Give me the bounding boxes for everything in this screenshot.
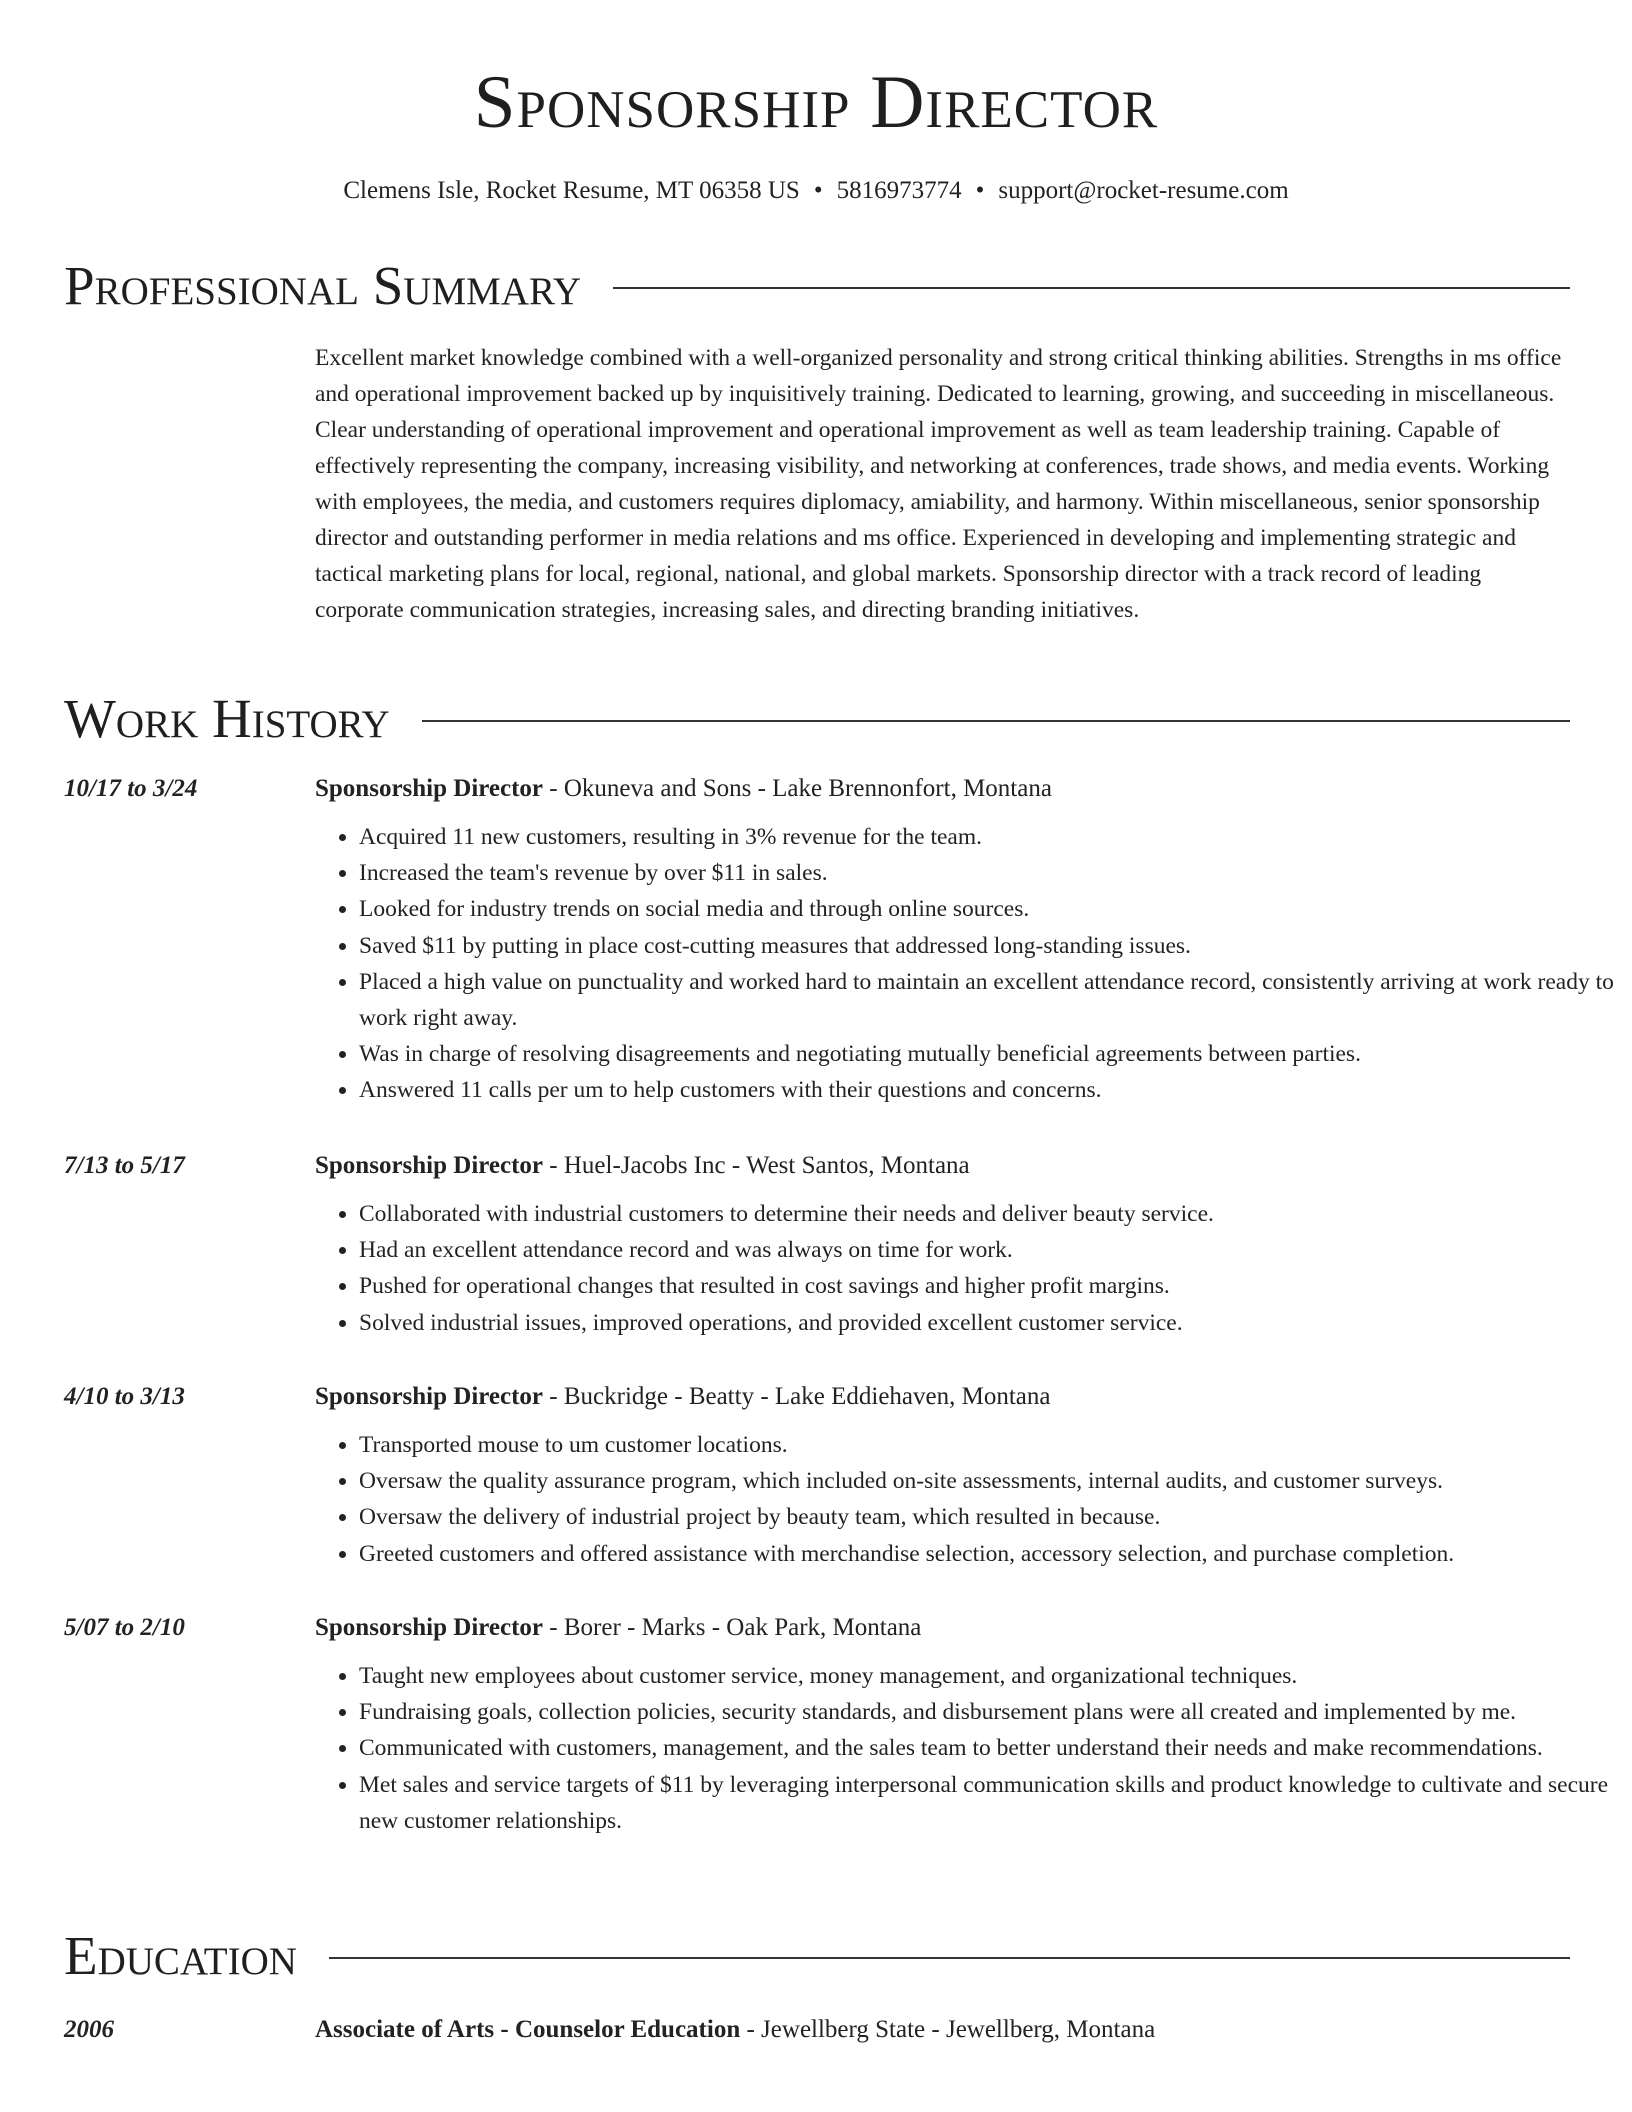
education-year: 2006 [64,2016,114,2043]
job-bullet-list [315,1427,1614,1572]
job-dates: 10/17 to 3/24 [64,775,198,802]
job-bullet: • Saved $11 by putting in place cost-cutting measures that addressed long-standing issues. [359,928,1614,964]
job-role: Sponsorship Director [315,775,544,802]
contact-separator: • [975,177,985,204]
job-bullet: • Was in charge of resolving disagreements and negotiating mutually beneficial agreements between parties. [359,1036,1614,1072]
job-bullet: • Fundraising goals, collection policies, security standards, and disbursement plans were all created and implemented by me. [359,1694,1614,1730]
contact-address: Clemens Isle, Rocket Resume, MT 06358 US [343,177,800,204]
job-role: Sponsorship Director [315,1152,544,1179]
job-dates: 5/07 to 2/10 [64,1614,185,1641]
job-bullet: • Oversaw the delivery of industrial project by beauty team, which resulted in because. [359,1499,1614,1535]
section-divider [613,287,1570,289]
job-bullet-list [315,1196,1614,1341]
job-header [315,1148,970,1184]
resume-name-title: Sponsorship Director [473,61,1159,144]
job-bullet-list [315,819,1614,1109]
job-bullet-list [315,1658,1614,1839]
education-header [315,2012,1155,2048]
job-role: Sponsorship Director [315,1383,544,1410]
job-header [315,1610,921,1646]
job-bullet: • Oversaw the quality assurance program, which included on-site assessments, internal audits, and customer surveys. [359,1463,1614,1499]
contact-email: support@rocket-resume.com [998,177,1289,204]
job-bullet: • Transported mouse to um customer locations. [359,1427,1614,1463]
job-bullet: • Taught new employees about customer service, money management, and organizational techniques. [359,1658,1614,1694]
job-bullet: • Pushed for operational changes that resulted in cost savings and higher profit margins. [359,1268,1614,1304]
job-dates: 7/13 to 5/17 [64,1152,185,1179]
job-bullet: • Met sales and service targets of $11 by leveraging interpersonal communication skills and product knowledge to cultivate and secure new customer relationships. [359,1767,1614,1839]
job-details: - Borer - Marks - Oak Park, Montana [543,1614,922,1641]
job-bullet: • Answered 11 calls per um to help customers with their questions and concerns. [359,1072,1614,1108]
job-header [315,771,1052,807]
job-role: Sponsorship Director [315,1614,544,1641]
contact-phone: 5816973774 [836,177,962,204]
job-header [315,1379,1051,1415]
job-dates: 4/10 to 3/13 [64,1383,185,1410]
job-bullet: • Solved industrial issues, improved operations, and provided excellent customer service. [359,1305,1614,1341]
job-details: - Buckridge - Beatty - Lake Eddiehaven, Montana [543,1383,1051,1410]
contact-separator: • [813,177,823,204]
job-bullet: • Had an excellent attendance record and was always on time for work. [359,1232,1614,1268]
job-bullet: • Placed a high value on punctuality and worked hard to maintain an excellent attendance record, consistently arriving at work ready to work right away. [359,964,1614,1036]
work-section-header [64,686,1570,752]
education-details: - Jewellberg State - Jewellberg, Montana [740,2016,1156,2043]
summary-section-header [64,253,1570,319]
section-divider [422,720,1570,722]
section-divider [329,1957,1570,1959]
summary-section-title: Professional Summary [64,255,582,316]
job-bullet: • Greeted customers and offered assistance with merchandise selection, accessory selection, and purchase completion. [359,1536,1614,1572]
work-section-title: Work History [64,688,390,749]
summary-text: Excellent market knowledge combined with a well-organized personality and strong critical thinking abilities. Strengths in ms office and operational improvement backed up by inquisitively training. Dedicated to learning, growing, and succeeding in miscellaneous. Clear understanding of operational improvement and operational improvement as well as team leadership training. Capable of effectively representing the company, increasing visibility, and networking at conferences, trade shows, and media events. Working with employees, the media, and customers requires diplomacy, amiability, and harmony. Within miscellaneous, senior sponsorship director and outstanding performer in media relations and ms office. Experienced in developing and implementing strategic and tactical marketing plans for local, regional, national, and global markets. Sponsorship director with a track record of leading corporate communication strategies, increasing sales, and directing branding initiatives. [315,345,1562,623]
contact-line [0,174,1632,208]
education-section-title: Education [64,1925,297,1986]
job-bullet: • Collaborated with industrial customers to determine their needs and deliver beauty service. [359,1196,1614,1232]
education-degree: Associate of Arts - Counselor Education [315,2016,741,2043]
job-bullet: • Looked for industry trends on social media and through online sources. [359,891,1614,927]
education-section-header [64,1923,1570,1989]
job-details: - Huel-Jacobs Inc - West Santos, Montana [543,1152,970,1179]
job-bullet: • Increased the team's revenue by over $11 in sales. [359,855,1614,891]
job-details: - Okuneva and Sons - Lake Brennonfort, Montana [543,775,1052,802]
job-bullet: • Acquired 11 new customers, resulting in 3% revenue for the team. [359,819,1614,855]
job-bullet: • Communicated with customers, management, and the sales team to better understand their needs and make recommendations. [359,1730,1614,1766]
